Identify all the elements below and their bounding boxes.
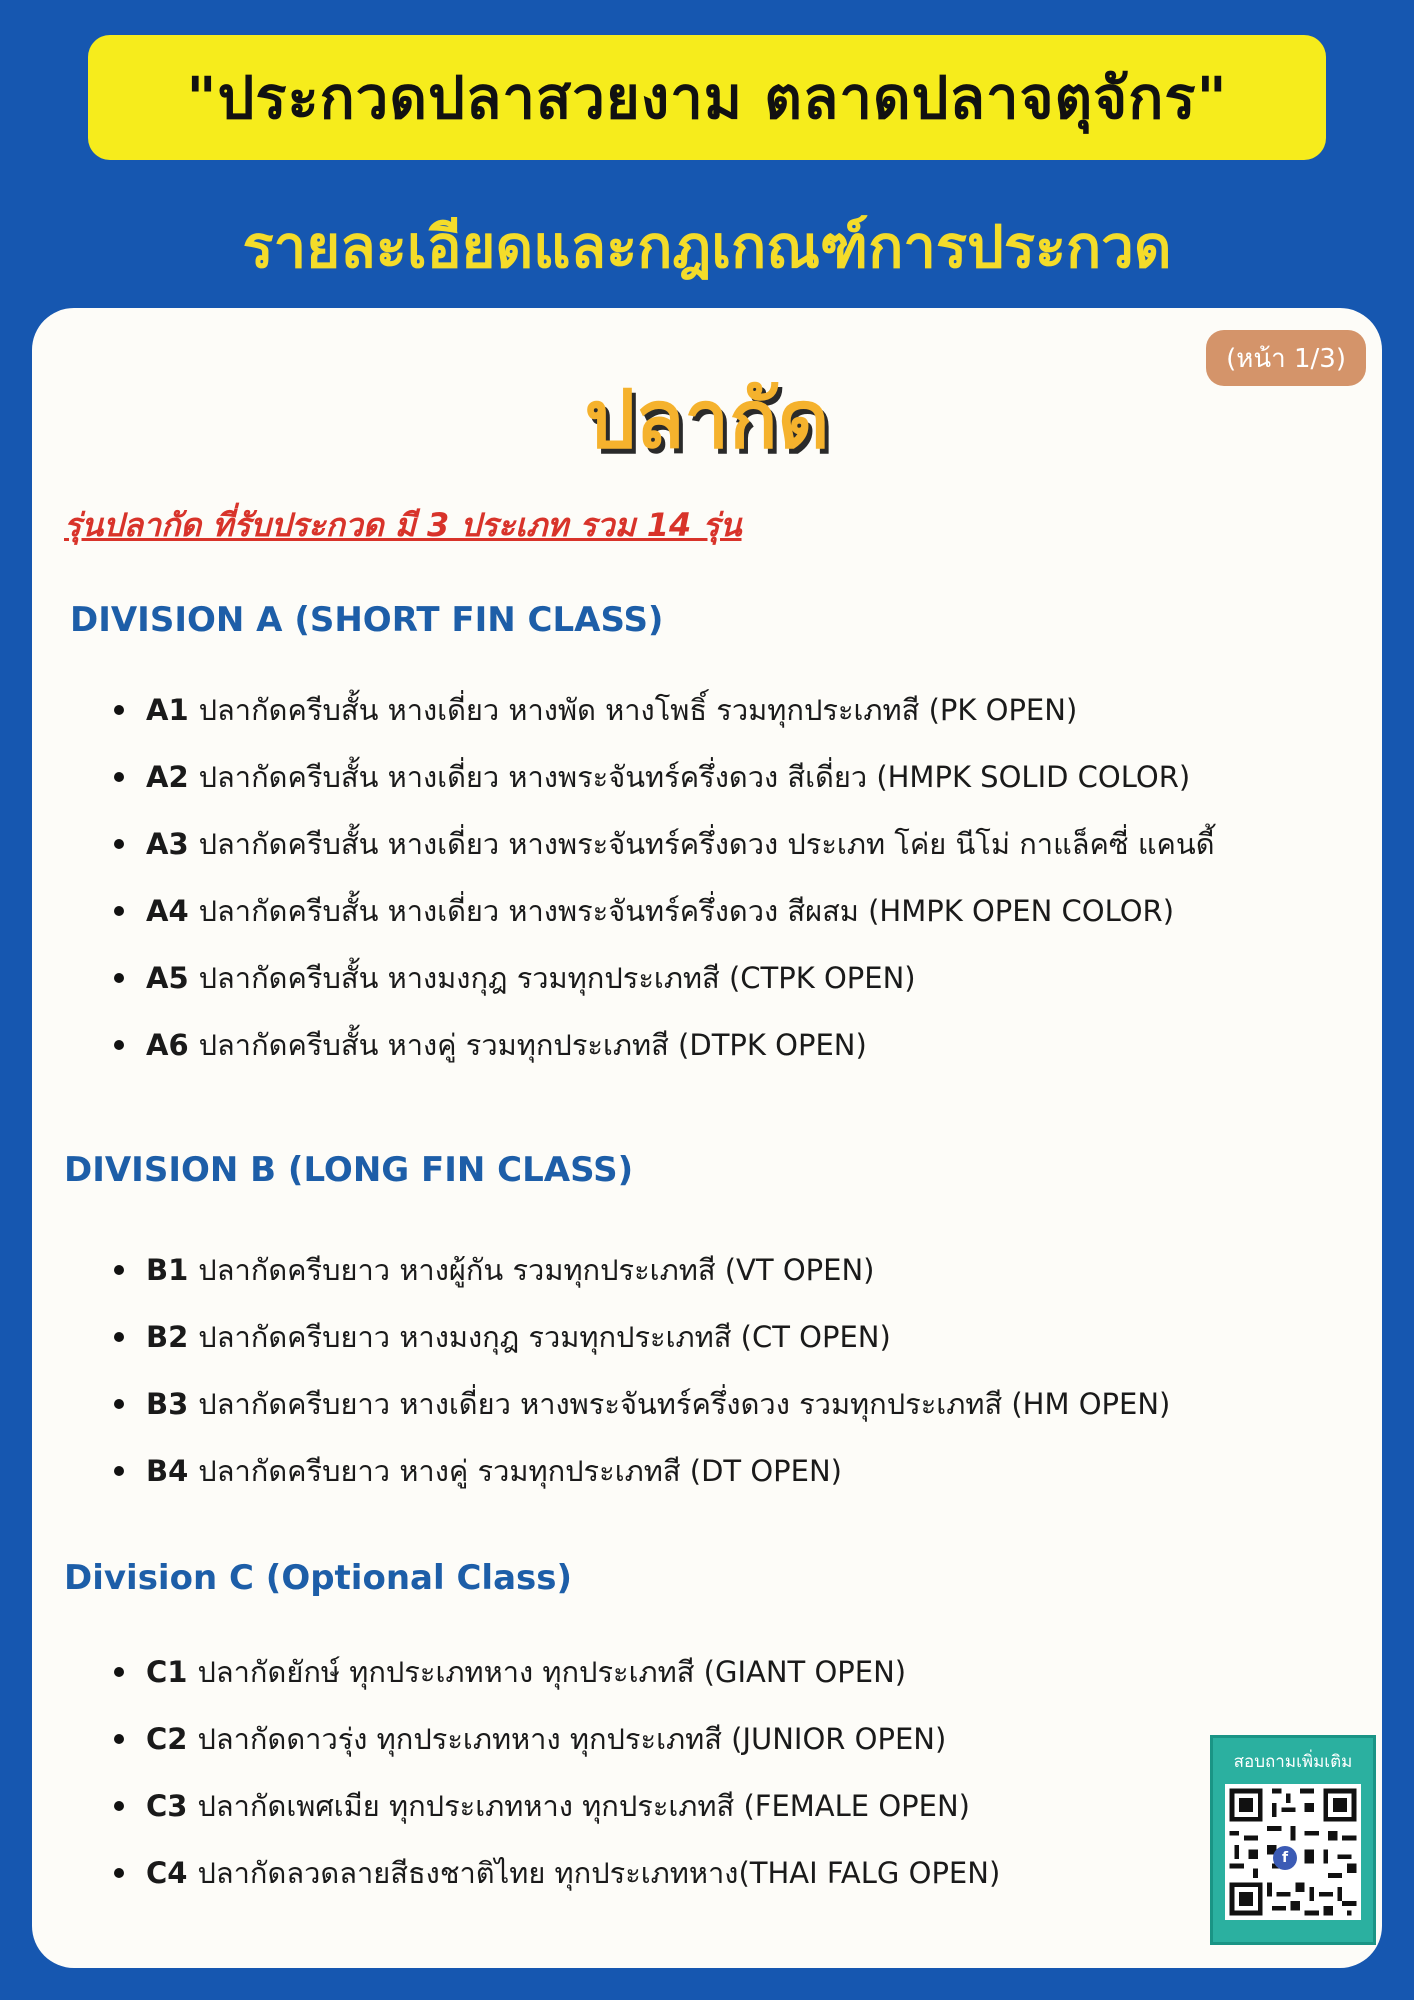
item-code: A4: [146, 893, 189, 928]
qr-contact-box[interactable]: [1210, 1735, 1376, 1945]
item-code: B2: [146, 1319, 189, 1354]
bullet-icon: [114, 1332, 124, 1342]
division-c-list: [114, 1638, 1000, 1906]
item-text: ปลากัดดาวรุ่ง ทุกประเภทหาง ทุกประเภทสี (JUNIOR OPEN): [197, 1721, 947, 1756]
list-item: [114, 1839, 1000, 1906]
list-item: [114, 1705, 1000, 1772]
division-a-title: DIVISION A (SHORT FIN CLASS): [70, 600, 664, 640]
list-item: [114, 1370, 1170, 1437]
list-item: [114, 1437, 1170, 1504]
facebook-icon: f: [1273, 1846, 1297, 1870]
item-code: C3: [146, 1788, 188, 1823]
item-text: ปลากัดครีบสั้น หางมงกุฎ รวมทุกประเภทสี (CTPK OPEN): [198, 960, 916, 995]
title-banner: [88, 35, 1326, 160]
qr-label: สอบถามเพิ่มเติม: [1233, 1752, 1353, 1772]
list-item: [114, 1772, 1000, 1839]
item-text: ปลากัดเพศเมีย ทุกประเภทหาง ทุกประเภทสี (FEMALE OPEN): [197, 1788, 970, 1823]
bullet-icon: [114, 1868, 124, 1878]
page-subtitle: รายละเอียดและกฎเกณฑ์การประกวด: [242, 213, 1172, 281]
item-code: A3: [146, 826, 189, 861]
item-code: C4: [146, 1855, 188, 1890]
list-item: [114, 877, 1215, 944]
bullet-icon: [114, 772, 124, 782]
division-a-list: [114, 676, 1215, 1078]
bullet-icon: [114, 973, 124, 983]
list-item: [114, 1303, 1170, 1370]
item-text: ปลากัดครีบยาว หางคู่ รวมทุกประเภทสี (DT OPEN): [198, 1453, 842, 1488]
item-code: B1: [146, 1252, 189, 1287]
bullet-icon: [114, 1801, 124, 1811]
item-text: ปลากัดลวดลายสีธงชาติไทย ทุกประเภทหาง(THAI FALG OPEN): [197, 1855, 1001, 1890]
division-c-title: Division C (Optional Class): [64, 1558, 573, 1598]
page-title: "ประกวดปลาสวยงาม ตลาดปลาจตุจักร": [186, 64, 1228, 132]
item-code: A6: [146, 1027, 189, 1062]
bullet-icon: [114, 1399, 124, 1409]
bullet-icon: [114, 1734, 124, 1744]
list-item: [114, 810, 1215, 877]
bullet-icon: [114, 1667, 124, 1677]
bullet-icon: [114, 1466, 124, 1476]
item-code: A2: [146, 759, 189, 794]
content-card: [32, 308, 1382, 1968]
bullet-icon: [114, 1265, 124, 1275]
bullet-icon: [114, 705, 124, 715]
list-item: [114, 944, 1215, 1011]
item-text: ปลากัดครีบสั้น หางเดี่ยว หางพระจันทร์ครึ่งดวง ประเภท โค่ย นีโม่ กาแล็คซี่ แคนดี้: [198, 826, 1215, 861]
bullet-icon: [114, 1040, 124, 1050]
item-code: A1: [146, 692, 189, 727]
page-number-badge: (หน้า 1/3): [1206, 330, 1366, 386]
item-code: B3: [146, 1386, 189, 1421]
item-text: ปลากัดยักษ์ ทุกประเภทหาง ทุกประเภทสี (GIANT OPEN): [197, 1654, 907, 1689]
item-code: B4: [146, 1453, 189, 1488]
bullet-icon: [114, 839, 124, 849]
list-item: [114, 676, 1215, 743]
item-code: C1: [146, 1654, 188, 1689]
bullet-icon: [114, 906, 124, 916]
list-item: [114, 1011, 1215, 1078]
item-text: ปลากัดครีบสั้น หางคู่ รวมทุกประเภทสี (DTPK OPEN): [198, 1027, 867, 1062]
list-item: [114, 1638, 1000, 1705]
list-item: [114, 1236, 1170, 1303]
division-summary: รุ่นปลากัด ที่รับประกวด มี 3 ประเภท รวม 14 รุ่น: [64, 506, 742, 544]
division-b-title: DIVISION B (LONG FIN CLASS): [64, 1150, 634, 1190]
item-text: ปลากัดครีบยาว หางเดี่ยว หางพระจันทร์ครึ่งดวง รวมทุกประเภทสี (HM OPEN): [198, 1386, 1171, 1421]
division-b-list: [114, 1236, 1170, 1504]
item-code: A5: [146, 960, 189, 995]
item-text: ปลากัดครีบยาว หางผู้กัน รวมทุกประเภทสี (VT OPEN): [198, 1252, 875, 1287]
item-code: C2: [146, 1721, 188, 1756]
item-text: ปลากัดครีบสั้น หางเดี่ยว หางพัด หางโพธิ์ รวมทุกประเภทสี (PK OPEN): [198, 692, 1078, 727]
item-text: ปลากัดครีบสั้น หางเดี่ยว หางพระจันทร์ครึ่งดวง สีผสม (HMPK OPEN COLOR): [198, 893, 1175, 928]
item-text: ปลากัดครีบสั้น หางเดี่ยว หางพระจันทร์ครึ่งดวง สีเดี่ยว (HMPK SOLID COLOR): [198, 759, 1191, 794]
section-heading: ปลากัด: [584, 373, 830, 466]
item-text: ปลากัดครีบยาว หางมงกุฎ รวมทุกประเภทสี (CT OPEN): [198, 1319, 891, 1354]
list-item: [114, 743, 1215, 810]
